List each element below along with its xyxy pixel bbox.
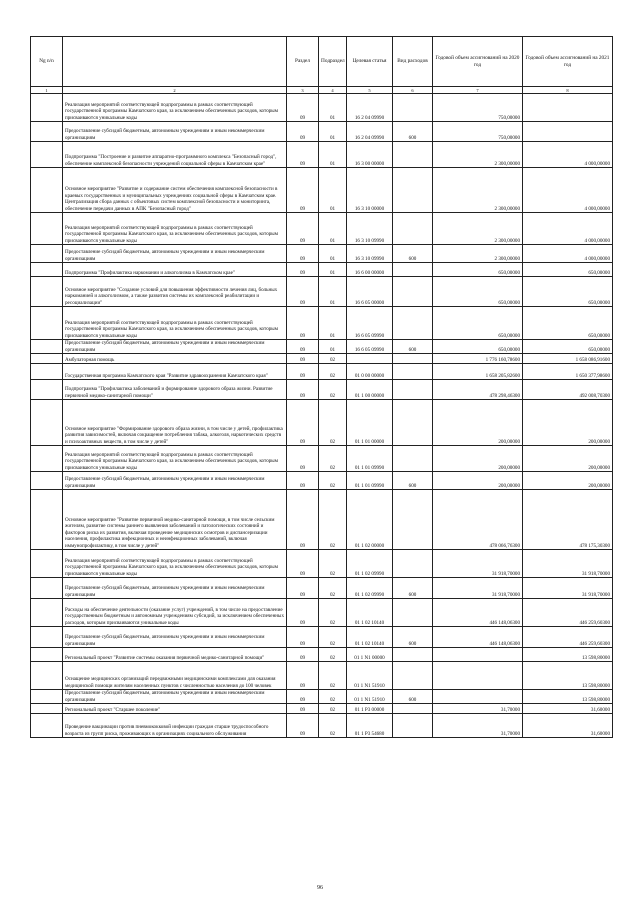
cell-number bbox=[31, 245, 63, 263]
cell-amount-2020: 2 300,00000 bbox=[433, 168, 523, 213]
cell-subsection: 01 bbox=[319, 263, 347, 277]
cell-section: 09 bbox=[287, 578, 319, 599]
cell-target-article: 16 3 10 00000 bbox=[347, 168, 393, 213]
cell-amount-2021: 31 918,70000 bbox=[523, 578, 613, 599]
cell-target-article: 16 2 04 09990 bbox=[347, 122, 393, 142]
cell-number bbox=[31, 122, 63, 142]
colnum: 3 bbox=[287, 87, 319, 94]
cell-number bbox=[31, 578, 63, 599]
cell-name: Основное мероприятие "Развитие первичной медико-санитарной помощи, в том числе сельским жителям, развитие системы раннего выявления заболеваний и патологических состояний и факторов риска их развития, включая проведение медицинских осмотров и диспансеризации населения, профилактика инфекционных и неинфекционных заболеваний, включая иммунопрофилактику, в том числе у детей" bbox=[63, 490, 287, 550]
colnum: 4 bbox=[319, 87, 347, 94]
cell-amount-2020: 478 298,46300 bbox=[433, 380, 523, 400]
cell-subsection: 02 bbox=[319, 380, 347, 400]
cell-amount-2021: 4 000,00000 bbox=[523, 168, 613, 213]
cell-subsection: 01 bbox=[319, 307, 347, 340]
cell-amount-2020: 1 776 160,78600 bbox=[433, 354, 523, 364]
cell-subsection: 02 bbox=[319, 472, 347, 490]
cell-number bbox=[31, 550, 63, 578]
cell-target-article: 16 6 05 09990 bbox=[347, 307, 393, 340]
budget-allocation-table bbox=[30, 36, 613, 738]
table-row bbox=[31, 168, 613, 213]
cell-amount-2020: 2 300,00000 bbox=[433, 213, 523, 245]
cell-number bbox=[31, 627, 63, 648]
cell-amount-2020: 31 918,70000 bbox=[433, 550, 523, 578]
cell-amount-2021: 13 598,80000 bbox=[523, 662, 613, 690]
cell-target-article: 01 1 02 09990 bbox=[347, 550, 393, 578]
cell-section: 09 bbox=[287, 704, 319, 714]
cell-subsection: 02 bbox=[319, 662, 347, 690]
cell-amount-2021: 31,60000 bbox=[523, 714, 613, 738]
table-row bbox=[31, 578, 613, 599]
table-row bbox=[31, 472, 613, 490]
table-header-row bbox=[31, 37, 613, 87]
cell-amount-2021: 4 000,00000 bbox=[523, 142, 613, 168]
cell-amount-2021: 200,00000 bbox=[523, 400, 613, 446]
cell-target-article: 01 1 01 09990 bbox=[347, 472, 393, 490]
cell-section: 09 bbox=[287, 690, 319, 704]
cell-name: Основное мероприятие "Создание условий для повышения эффективности лечения лиц, больных наркоманией и алкоголизмом, а также развития системы их комплексной реабилитации и ресоциализации" bbox=[63, 277, 287, 307]
cell-expense-type bbox=[393, 354, 433, 364]
cell-target-article: 01 1 02 09990 bbox=[347, 578, 393, 599]
cell-subsection: 01 bbox=[319, 94, 347, 122]
cell-expense-type bbox=[393, 490, 433, 550]
cell-name: Оснащение медицинских организаций передвижными медицинскими комплексами для оказания медицинской помощи жителям населенных пунктов с численностью населения до 100 человек bbox=[63, 662, 287, 690]
cell-subsection: 02 bbox=[319, 354, 347, 364]
cell-section: 09 bbox=[287, 122, 319, 142]
cell-amount-2020 bbox=[433, 662, 523, 690]
cell-name: Реализация мероприятий соответствующей подпрограммы в рамках соответствующей государственной программы Камчатского края, за исключением обеспеченных расходов, которым присваиваются уникальные коды bbox=[63, 307, 287, 340]
table-row bbox=[31, 364, 613, 380]
table-row bbox=[31, 380, 613, 400]
table-row bbox=[31, 446, 613, 472]
colnum: 1 bbox=[31, 87, 63, 94]
table-row bbox=[31, 662, 613, 690]
cell-number bbox=[31, 340, 63, 354]
cell-name: Предоставление субсидий бюджетным, автономным учреждениям и иным некоммерческим организациям bbox=[63, 627, 287, 648]
cell-number bbox=[31, 307, 63, 340]
cell-target-article: 16 6 05 00000 bbox=[347, 277, 393, 307]
table-row bbox=[31, 307, 613, 340]
cell-target-article: 01 1 P3 54680 bbox=[347, 714, 393, 738]
cell-subsection: 02 bbox=[319, 364, 347, 380]
table-row bbox=[31, 277, 613, 307]
cell-amount-2020: 650,00000 bbox=[433, 263, 523, 277]
cell-amount-2020: 446 148,06300 bbox=[433, 599, 523, 627]
cell-amount-2021 bbox=[523, 122, 613, 142]
cell-expense-type bbox=[393, 714, 433, 738]
cell-name: Реализация мероприятий соответствующей подпрограммы в рамках соответствующей государственной программы Камчатского края, за исключением обеспеченных расходов, которым присваиваются уникальные коды bbox=[63, 446, 287, 472]
cell-number bbox=[31, 142, 63, 168]
colnum: 6 bbox=[393, 87, 433, 94]
cell-expense-type: 600 bbox=[393, 122, 433, 142]
colnum: 7 bbox=[433, 87, 523, 94]
cell-name: Предоставление субсидий бюджетным, автономным учреждениям и иным некоммерческим организациям bbox=[63, 472, 287, 490]
cell-section: 09 bbox=[287, 662, 319, 690]
cell-subsection: 02 bbox=[319, 714, 347, 738]
header-amount-2020: Годовой объем ассигнований на 2020 год bbox=[433, 37, 523, 87]
cell-target-article: 01 1 02 10140 bbox=[347, 627, 393, 648]
cell-number bbox=[31, 94, 63, 122]
cell-amount-2021: 4 000,00000 bbox=[523, 245, 613, 263]
column-number-row bbox=[31, 87, 613, 94]
cell-target-article: 16 3 10 09990 bbox=[347, 213, 393, 245]
cell-number bbox=[31, 490, 63, 550]
cell-name: Расходы на обеспечение деятельности (оказание услуг) учреждений, в том числе на предоставление государственным бюджетным и автономным учреждениям субсидий, за исключением обеспеченных расходов, которым присваиваются уникальные коды bbox=[63, 599, 287, 627]
cell-amount-2020 bbox=[433, 690, 523, 704]
cell-amount-2021: 31,60000 bbox=[523, 704, 613, 714]
cell-amount-2021: 13 598,80000 bbox=[523, 690, 613, 704]
cell-name: Региональный проект "Старшее поколение" bbox=[63, 704, 287, 714]
cell-number bbox=[31, 662, 63, 690]
cell-amount-2020: 200,00000 bbox=[433, 472, 523, 490]
cell-expense-type bbox=[393, 704, 433, 714]
page-number: 96 bbox=[317, 885, 323, 891]
cell-expense-type bbox=[393, 213, 433, 245]
cell-target-article: 01 1 00 00000 bbox=[347, 380, 393, 400]
cell-expense-type bbox=[393, 662, 433, 690]
cell-number bbox=[31, 648, 63, 662]
cell-target-article: 01 1 N1 00000 bbox=[347, 648, 393, 662]
table-row bbox=[31, 627, 613, 648]
cell-amount-2020: 31 918,70000 bbox=[433, 578, 523, 599]
cell-target-article: 16 6 05 09990 bbox=[347, 340, 393, 354]
cell-section: 09 bbox=[287, 213, 319, 245]
table-row bbox=[31, 599, 613, 627]
cell-expense-type bbox=[393, 168, 433, 213]
cell-section: 09 bbox=[287, 550, 319, 578]
cell-subsection: 02 bbox=[319, 400, 347, 446]
cell-target-article: 16 3 00 00000 bbox=[347, 142, 393, 168]
table-row bbox=[31, 490, 613, 550]
cell-number bbox=[31, 690, 63, 704]
cell-amount-2021: 200,00000 bbox=[523, 472, 613, 490]
table-row bbox=[31, 354, 613, 364]
cell-section: 09 bbox=[287, 340, 319, 354]
table-row bbox=[31, 213, 613, 245]
table-row bbox=[31, 94, 613, 122]
table-row bbox=[31, 400, 613, 446]
cell-amount-2021: 1 658 086,91600 bbox=[523, 354, 613, 364]
cell-amount-2020: 478 066,76300 bbox=[433, 490, 523, 550]
cell-expense-type: 600 bbox=[393, 472, 433, 490]
cell-subsection: 02 bbox=[319, 550, 347, 578]
cell-section: 09 bbox=[287, 364, 319, 380]
cell-expense-type bbox=[393, 94, 433, 122]
cell-expense-type: 600 bbox=[393, 340, 433, 354]
cell-number bbox=[31, 168, 63, 213]
cell-section: 09 bbox=[287, 400, 319, 446]
table-row bbox=[31, 142, 613, 168]
header-target-article: Целевая статья bbox=[347, 37, 393, 87]
cell-subsection: 02 bbox=[319, 690, 347, 704]
cell-subsection: 02 bbox=[319, 578, 347, 599]
table-row bbox=[31, 648, 613, 662]
cell-name: Реализация мероприятий соответствующей подпрограммы в рамках соответствующей государственной программы Камчатского края, за исключением обеспеченных расходов, которым присваиваются уникальные коды bbox=[63, 550, 287, 578]
cell-subsection: 01 bbox=[319, 122, 347, 142]
cell-expense-type bbox=[393, 400, 433, 446]
table-row bbox=[31, 263, 613, 277]
cell-subsection: 01 bbox=[319, 168, 347, 213]
cell-number bbox=[31, 472, 63, 490]
cell-section: 09 bbox=[287, 354, 319, 364]
cell-section: 09 bbox=[287, 245, 319, 263]
header-number: Ng n/n bbox=[31, 37, 63, 87]
cell-number bbox=[31, 380, 63, 400]
header-expense-type: Вид расходов bbox=[393, 37, 433, 87]
cell-expense-type bbox=[393, 550, 433, 578]
cell-amount-2020: 1 658 205,82600 bbox=[433, 364, 523, 380]
table-row bbox=[31, 690, 613, 704]
cell-amount-2020: 650,00000 bbox=[433, 340, 523, 354]
cell-number bbox=[31, 446, 63, 472]
cell-name: Основное мероприятие "Развитие и содержание систем обеспечения комплексной безопасности в краевых государственных и муниципальных учреждениях социальной сферы в Камчатском крае. Централизация сбора данных с объектовых систем комплексной безопасности и мониторинга, обеспечение передачи данных в АПК "Безопасный город" bbox=[63, 168, 287, 213]
cell-expense-type: 600 bbox=[393, 578, 433, 599]
cell-name: Предоставление субсидий бюджетным, автономным учреждениям и иным некоммерческим организациям bbox=[63, 578, 287, 599]
cell-number bbox=[31, 704, 63, 714]
cell-amount-2021: 1 650 377,98600 bbox=[523, 364, 613, 380]
cell-number bbox=[31, 354, 63, 364]
cell-amount-2020: 446 148,06300 bbox=[433, 627, 523, 648]
cell-name: Предоставление субсидий бюджетным, автономным учреждениям и иным некоммерческим организациям bbox=[63, 340, 287, 354]
cell-subsection: 01 bbox=[319, 213, 347, 245]
cell-subsection: 02 bbox=[319, 704, 347, 714]
cell-expense-type: 600 bbox=[393, 627, 433, 648]
cell-amount-2021 bbox=[523, 94, 613, 122]
cell-subsection: 02 bbox=[319, 446, 347, 472]
cell-amount-2020: 2 300,00000 bbox=[433, 245, 523, 263]
cell-section: 09 bbox=[287, 168, 319, 213]
cell-amount-2020: 200,00000 bbox=[433, 446, 523, 472]
cell-name: Подпрограмма "Построение и развитие аппаратно-программного комплекса "Безопасный город", обеспечение комплексной безопасности учреждений социальной сферы в Камчатском крае" bbox=[63, 142, 287, 168]
cell-target-article: 16 2 04 09990 bbox=[347, 94, 393, 122]
cell-section: 09 bbox=[287, 714, 319, 738]
cell-expense-type bbox=[393, 599, 433, 627]
cell-section: 09 bbox=[287, 307, 319, 340]
cell-amount-2020: 650,00000 bbox=[433, 307, 523, 340]
cell-name: Региональный проект "Развитие системы оказания первичной медико-санитарной помощи" bbox=[63, 648, 287, 662]
cell-section: 09 bbox=[287, 627, 319, 648]
cell-amount-2020: 750,00000 bbox=[433, 122, 523, 142]
cell-target-article: 01 1 01 09990 bbox=[347, 446, 393, 472]
cell-number bbox=[31, 400, 63, 446]
cell-name: Подпрограмма "Профилактика наркомании и алкоголизма в Камчатском крае" bbox=[63, 263, 287, 277]
cell-amount-2021: 650,00000 bbox=[523, 307, 613, 340]
header-section: Раздел bbox=[287, 37, 319, 87]
cell-subsection: 01 bbox=[319, 245, 347, 263]
cell-expense-type bbox=[393, 307, 433, 340]
cell-expense-type bbox=[393, 446, 433, 472]
header-name bbox=[63, 37, 287, 87]
cell-amount-2020: 650,00000 bbox=[433, 277, 523, 307]
cell-amount-2021: 650,00000 bbox=[523, 263, 613, 277]
cell-section: 09 bbox=[287, 648, 319, 662]
cell-amount-2021: 492 008,70300 bbox=[523, 380, 613, 400]
cell-amount-2021: 650,00000 bbox=[523, 277, 613, 307]
cell-subsection: 01 bbox=[319, 340, 347, 354]
header-amount-2021: Годовой объем ассигнований на 2021 год bbox=[523, 37, 613, 87]
cell-expense-type bbox=[393, 142, 433, 168]
cell-section: 09 bbox=[287, 94, 319, 122]
cell-target-article: 01 1 N1 51910 bbox=[347, 662, 393, 690]
cell-subsection: 02 bbox=[319, 627, 347, 648]
table-row bbox=[31, 245, 613, 263]
cell-section: 09 bbox=[287, 490, 319, 550]
cell-number bbox=[31, 599, 63, 627]
cell-number bbox=[31, 364, 63, 380]
cell-amount-2020: 31,70000 bbox=[433, 704, 523, 714]
cell-name: Реализация мероприятий соответствующей подпрограммы в рамках соответствующей государственной программы Камчатского края, за исключением обеспеченных расходов, которым присваиваются уникальные коды bbox=[63, 94, 287, 122]
cell-amount-2021: 13 598,80000 bbox=[523, 648, 613, 662]
cell-section: 09 bbox=[287, 446, 319, 472]
cell-section: 09 bbox=[287, 277, 319, 307]
cell-subsection: 01 bbox=[319, 277, 347, 307]
table-row bbox=[31, 340, 613, 354]
cell-amount-2021: 446 259,60300 bbox=[523, 599, 613, 627]
cell-amount-2020: 200,00000 bbox=[433, 400, 523, 446]
table-row bbox=[31, 122, 613, 142]
cell-target-article: 01 1 N1 51910 bbox=[347, 690, 393, 704]
cell-amount-2021: 4 000,00000 bbox=[523, 213, 613, 245]
cell-amount-2021: 650,00000 bbox=[523, 340, 613, 354]
cell-amount-2020 bbox=[433, 648, 523, 662]
table-row bbox=[31, 704, 613, 714]
cell-expense-type bbox=[393, 364, 433, 380]
cell-name: Проведение вакцинации против пневмококковой инфекции граждан старше трудоспособного возраста из групп риска, проживающих в организациях социального обслуживания bbox=[63, 714, 287, 738]
cell-name: Амбулаторная помощь bbox=[63, 354, 287, 364]
cell-amount-2021: 31 918,70000 bbox=[523, 550, 613, 578]
table-row bbox=[31, 714, 613, 738]
cell-target-article: 01 1 02 10140 bbox=[347, 599, 393, 627]
cell-name: Основное мероприятие "Формирование здорового образа жизни, в том числе у детей, профилактика развития зависимостей, включая сокращение потребления табака, алкоголя, наркотических средств и психоактивных веществ, в том числе у детей" bbox=[63, 400, 287, 446]
cell-name: Предоставление субсидий бюджетным, автономным учреждениям и иным некоммерческим организациям bbox=[63, 245, 287, 263]
cell-number bbox=[31, 714, 63, 738]
cell-subsection: 02 bbox=[319, 648, 347, 662]
cell-section: 09 bbox=[287, 380, 319, 400]
cell-name: Предоставление субсидий бюджетным, автономным учреждениям и иным некоммерческим организациям bbox=[63, 122, 287, 142]
cell-expense-type bbox=[393, 263, 433, 277]
cell-amount-2021: 478 175,30300 bbox=[523, 490, 613, 550]
cell-expense-type: 600 bbox=[393, 690, 433, 704]
colnum: 5 bbox=[347, 87, 393, 94]
cell-target-article: 16 6 00 00000 bbox=[347, 263, 393, 277]
cell-expense-type bbox=[393, 277, 433, 307]
cell-number bbox=[31, 277, 63, 307]
cell-target-article: 01 1 02 00000 bbox=[347, 490, 393, 550]
cell-subsection: 01 bbox=[319, 142, 347, 168]
cell-expense-type: 600 bbox=[393, 245, 433, 263]
cell-target-article: 16 3 10 09990 bbox=[347, 245, 393, 263]
cell-section: 09 bbox=[287, 599, 319, 627]
cell-expense-type bbox=[393, 380, 433, 400]
cell-amount-2020: 2 300,00000 bbox=[433, 142, 523, 168]
cell-target-article: 01 1 01 00000 bbox=[347, 400, 393, 446]
cell-amount-2021: 446 259,60300 bbox=[523, 627, 613, 648]
cell-amount-2020: 750,00000 bbox=[433, 94, 523, 122]
cell-name: Предоставление субсидий бюджетным, автономным учреждениям и иным некоммерческим организациям bbox=[63, 690, 287, 704]
cell-section: 09 bbox=[287, 263, 319, 277]
cell-expense-type bbox=[393, 648, 433, 662]
cell-target-article: 01 1 P3 00000 bbox=[347, 704, 393, 714]
colnum: 2 bbox=[63, 87, 287, 94]
cell-amount-2021: 200,00000 bbox=[523, 446, 613, 472]
cell-name: Реализация мероприятий соответствующей подпрограммы в рамках соответствующей государственной программы Камчатского края, за исключением обеспеченных расходов, которым присваиваются уникальные коды bbox=[63, 213, 287, 245]
cell-section: 09 bbox=[287, 472, 319, 490]
cell-amount-2020: 31,70000 bbox=[433, 714, 523, 738]
header-subsection: Подраздел bbox=[319, 37, 347, 87]
cell-section: 09 bbox=[287, 142, 319, 168]
cell-target-article: 01 0 00 00000 bbox=[347, 364, 393, 380]
table-row bbox=[31, 550, 613, 578]
cell-number bbox=[31, 213, 63, 245]
cell-subsection: 02 bbox=[319, 490, 347, 550]
colnum: 8 bbox=[523, 87, 613, 94]
cell-target-article bbox=[347, 354, 393, 364]
cell-name: Государственная программа Камчатского края "Развитие здравоохранения Камчатского края" bbox=[63, 364, 287, 380]
cell-subsection: 02 bbox=[319, 599, 347, 627]
cell-number bbox=[31, 263, 63, 277]
cell-name: Подпрограмма "Профилактика заболеваний и формирование здорового образа жизни. Развитие первичной медико-санитарной помощи" bbox=[63, 380, 287, 400]
